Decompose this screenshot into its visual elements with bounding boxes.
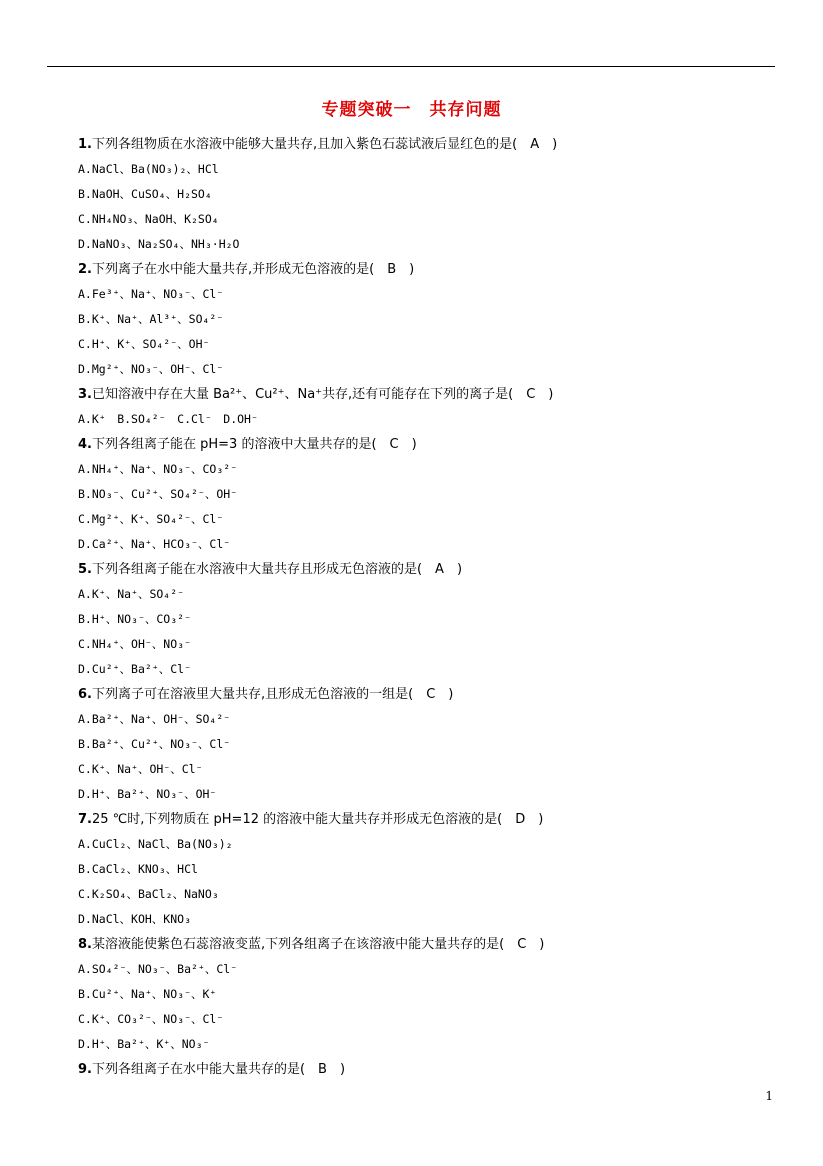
- question-number: 7.: [78, 812, 92, 827]
- question-stem: [78, 257, 778, 282]
- answer-option: A.SO₄²⁻、NO₃⁻、Ba²⁺、Cl⁻: [78, 962, 238, 976]
- question-number: 3.: [78, 387, 92, 402]
- answer-option: C.NH₄NO₃、NaOH、K₂SO₄: [78, 212, 219, 226]
- answer-option: C.NH₄⁺、OH⁻、NO₃⁻: [78, 637, 192, 651]
- answer-option: A.Ba²⁺、Na⁺、OH⁻、SO₄²⁻: [78, 712, 231, 726]
- question-number: 5.: [78, 562, 92, 577]
- question-stem: [78, 382, 778, 407]
- question-stem: [78, 132, 778, 157]
- answer-option: B.Ba²⁺、Cu²⁺、NO₃⁻、Cl⁻: [78, 737, 231, 751]
- question-stem: [78, 932, 778, 957]
- answer-option: B.H⁺、NO₃⁻、CO₃²⁻: [78, 612, 192, 626]
- question-text: 下列各组离子能在 pH=3 的溶液中大量共存的是( C ): [91, 437, 417, 452]
- question-stem: [78, 807, 778, 832]
- question-stem: [78, 557, 778, 582]
- answer-option: B.CaCl₂、KNO₃、HCl: [78, 862, 198, 876]
- question-stem: [78, 682, 778, 707]
- question-number: 8.: [78, 937, 92, 952]
- answer-option: A.K⁺、Na⁺、SO₄²⁻: [78, 587, 185, 601]
- question-list: [78, 132, 778, 1082]
- answer-option: D.Ca²⁺、Na⁺、HCO₃⁻、Cl⁻: [78, 537, 231, 551]
- answer-option: B.Cu²⁺、Na⁺、NO₃⁻、K⁺: [78, 987, 217, 1001]
- answer-option: B.NO₃⁻、Cu²⁺、SO₄²⁻、OH⁻: [78, 487, 238, 501]
- answer-option: C.Mg²⁺、K⁺、SO₄²⁻、Cl⁻: [78, 512, 224, 526]
- answer-option: D.H⁺、Ba²⁺、NO₃⁻、OH⁻: [78, 787, 217, 801]
- answer-option: D.Mg²⁺、NO₃⁻、OH⁻、Cl⁻: [78, 362, 224, 376]
- answer-option: A.K⁺ B.SO₄²⁻ C.Cl⁻ D.OH⁻: [78, 412, 258, 426]
- answer-option: B.K⁺、Na⁺、Al³⁺、SO₄²⁻: [78, 312, 224, 326]
- answer-option: C.H⁺、K⁺、SO₄²⁻、OH⁻: [78, 337, 210, 351]
- answer-option: C.K₂SO₄、BaCl₂、NaNO₃: [78, 887, 219, 901]
- question-number: 9.: [78, 1062, 92, 1077]
- question-number: 2.: [78, 262, 92, 277]
- question-text: 下列各组离子能在水溶液中大量共存且形成无色溶液的是( A ): [91, 562, 463, 577]
- question-text: 某溶液能使紫色石蕊溶液变蓝,下列各组离子在该溶液中能大量共存的是( C ): [91, 937, 545, 952]
- answer-option: D.NaCl、KOH、KNO₃: [78, 912, 192, 926]
- answer-option: D.H⁺、Ba²⁺、K⁺、NO₃⁻: [78, 1037, 210, 1051]
- question-text: 下列各组物质在水溶液中能够大量共存,且加入紫色石蕊试液后显红色的是( A ): [91, 137, 558, 152]
- answer-option: A.NH₄⁺、Na⁺、NO₃⁻、CO₃²⁻: [78, 462, 238, 476]
- answer-option: B.NaOH、CuSO₄、H₂SO₄: [78, 187, 212, 201]
- answer-option: A.Fe³⁺、Na⁺、NO₃⁻、Cl⁻: [78, 287, 224, 301]
- question-text: 25 ℃时,下列物质在 pH=12 的溶液中能大量共存并形成无色溶液的是( D ): [91, 812, 544, 827]
- header-rule: [47, 66, 775, 67]
- question-text: 下列离子可在溶液里大量共存,且形成无色溶液的一组是( C ): [91, 687, 454, 702]
- question-text: 下列各组离子在水中能大量共存的是( B ): [91, 1062, 346, 1077]
- question-number: 6.: [78, 687, 92, 702]
- answer-option: A.NaCl、Ba(NO₃)₂、HCl: [78, 162, 219, 176]
- question-text: 已知溶液中存在大量 Ba²⁺、Cu²⁺、Na⁺共存,还有可能存在下列的离子是( C ): [91, 387, 554, 402]
- page-title: 专题突破一 共存问题: [321, 100, 502, 120]
- answer-option: D.Cu²⁺、Ba²⁺、Cl⁻: [78, 662, 192, 676]
- answer-option: C.K⁺、Na⁺、OH⁻、Cl⁻: [78, 762, 203, 776]
- question-number: 1.: [78, 137, 92, 152]
- answer-option: A.CuCl₂、NaCl、Ba(NO₃)₂: [78, 837, 233, 851]
- question-text: 下列离子在水中能大量共存,并形成无色溶液的是( B ): [91, 262, 415, 277]
- answer-option: C.K⁺、CO₃²⁻、NO₃⁻、Cl⁻: [78, 1012, 224, 1026]
- question-number: 4.: [78, 437, 92, 452]
- page-number: 1: [765, 1089, 773, 1103]
- question-stem: [78, 432, 778, 457]
- answer-option: D.NaNO₃、Na₂SO₄、NH₃·H₂O: [78, 237, 240, 251]
- question-stem: [78, 1057, 778, 1082]
